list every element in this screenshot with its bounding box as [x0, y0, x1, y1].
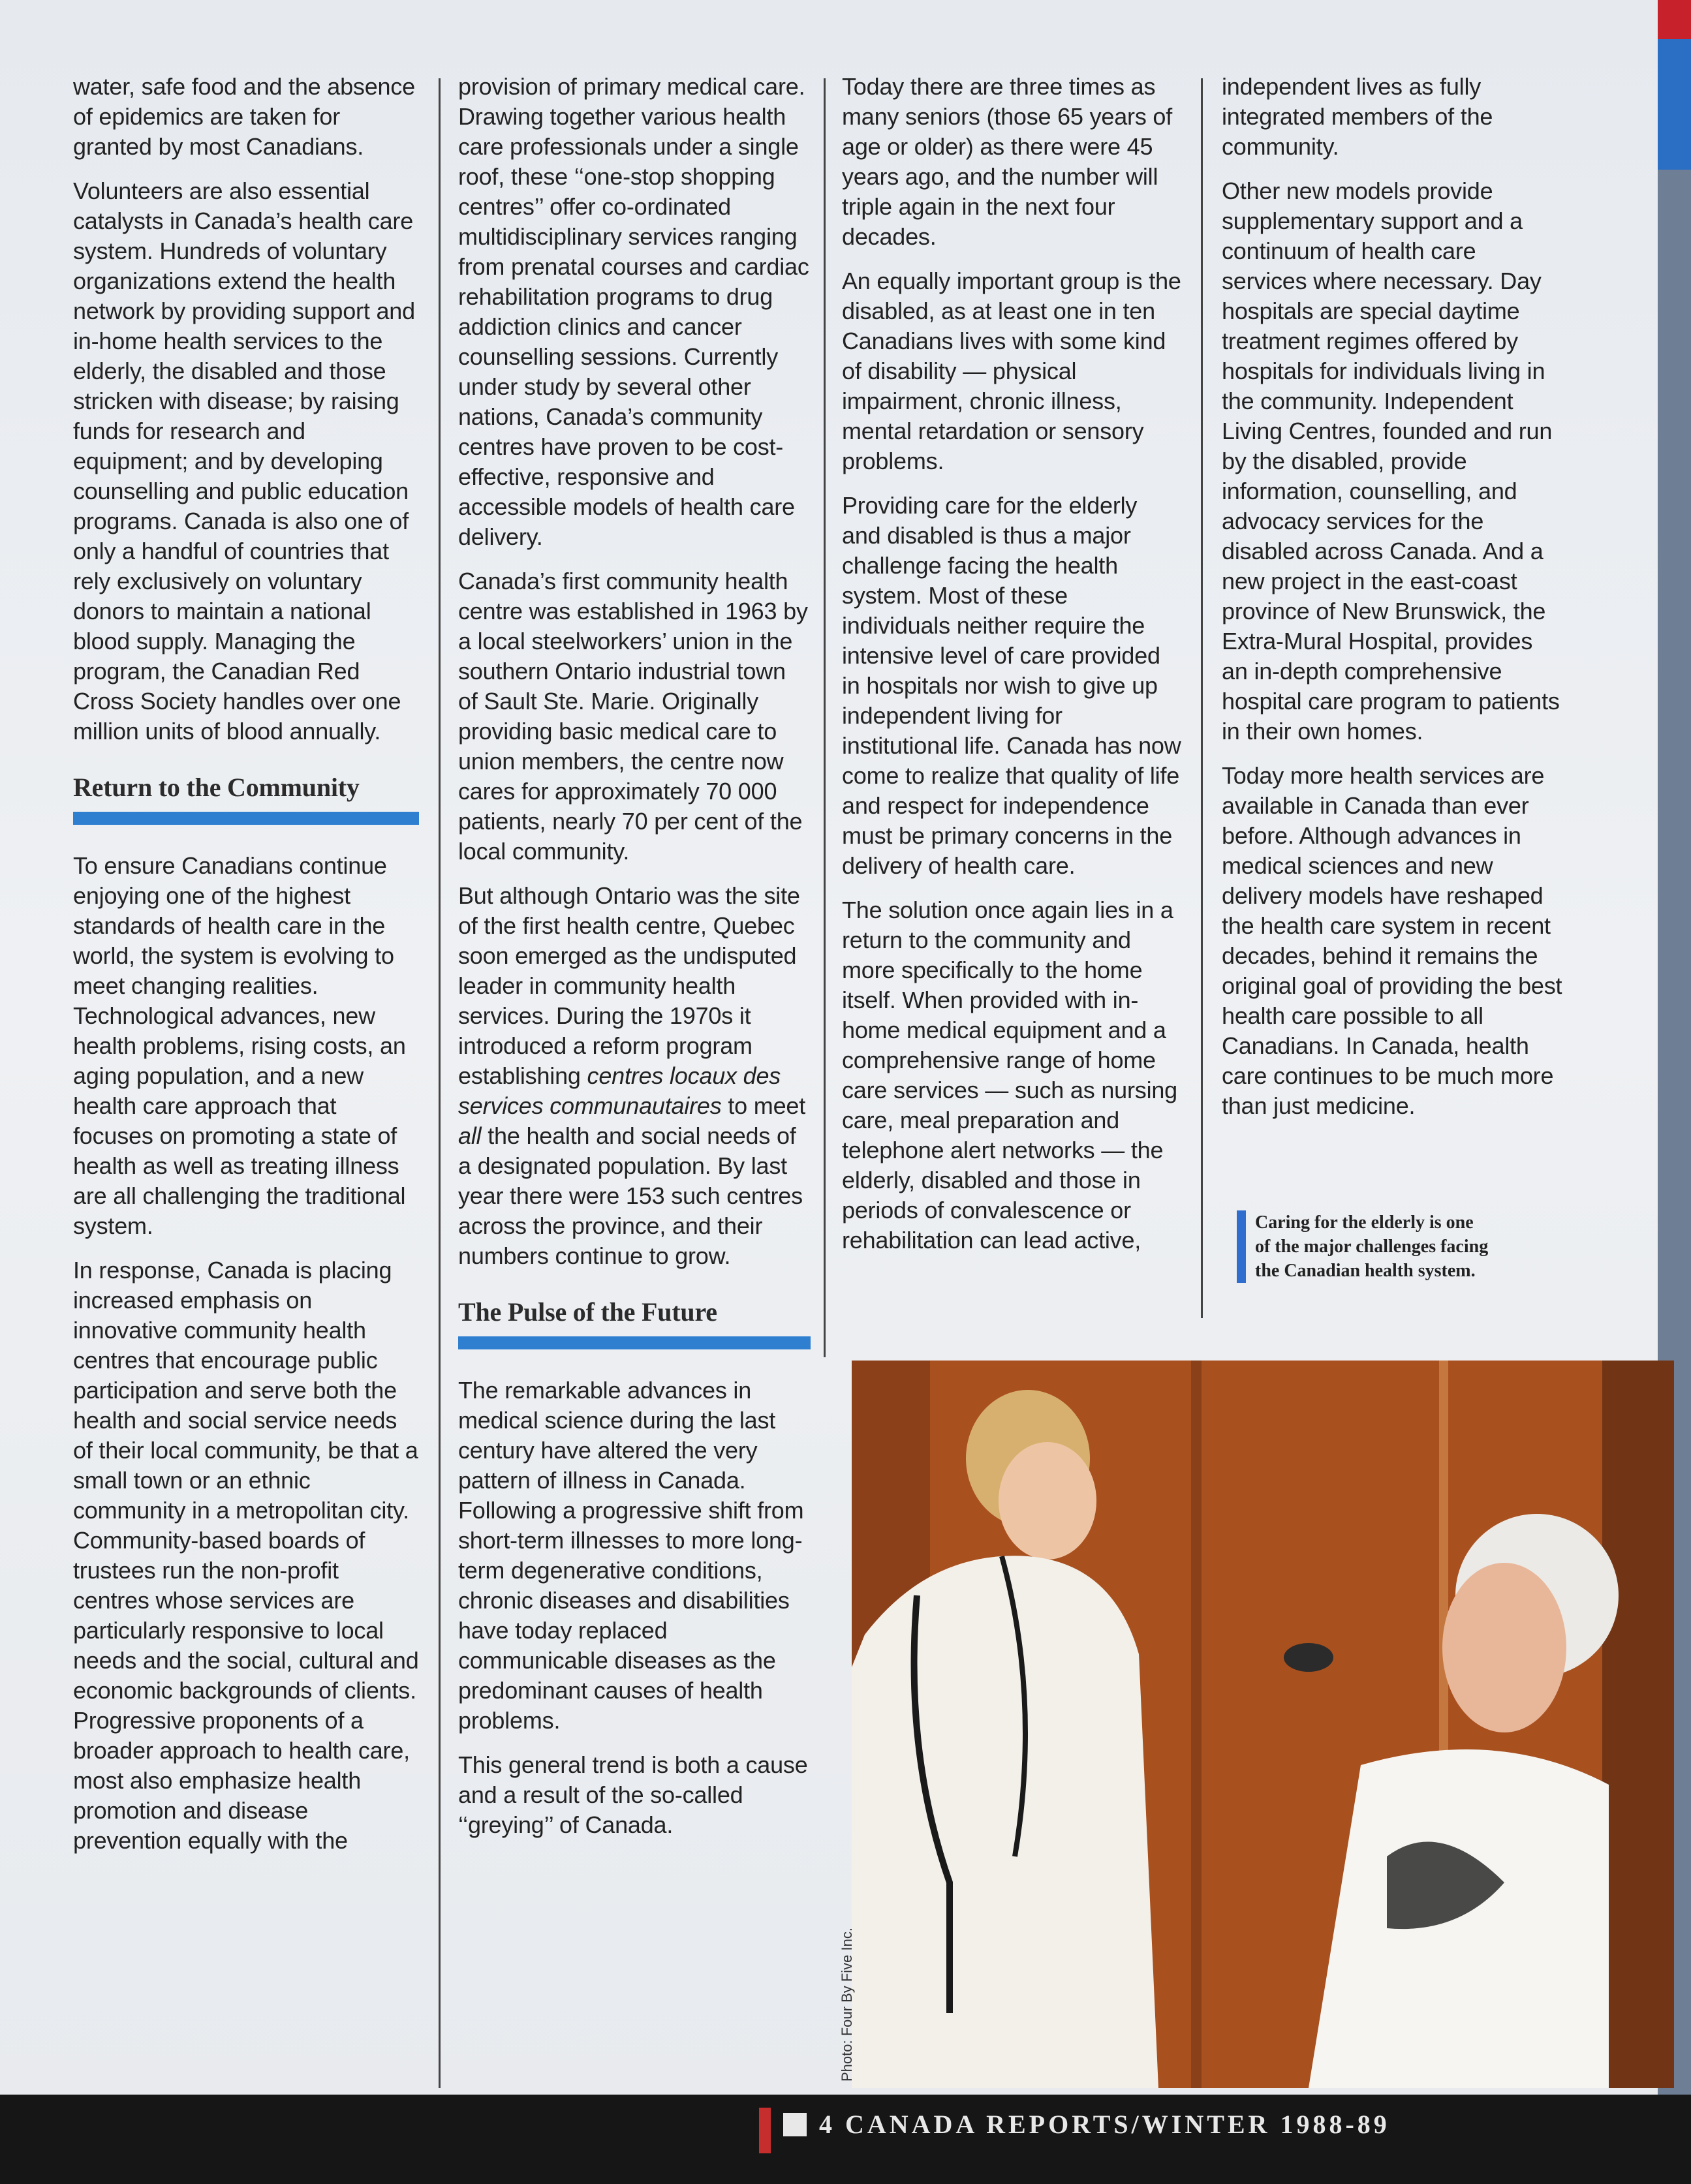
- paragraph: The solution once again lies in a return to the community and more specifically to the home itself. When provided with in-home medical equipment and a comprehensive range of home care services — such as nursing care, meal preparation and telephone alert networks — the elderly, disabled and those in periods of convalescence or rehabilitation can lead active,: [842, 897, 1178, 1253]
- italic-text: centres locaux des services communautaires: [458, 1062, 781, 1119]
- photo-illustration: [852, 1361, 1674, 2088]
- column-rule-1: [439, 78, 441, 2088]
- text-run: to meet: [721, 1092, 806, 1119]
- paragraph: In response, Canada is placing increased emphasis on innovative community health centres that encourage public participation and serve both the health and social service needs of their local community, be that a small town or an ethnic community in a metropolitan city. Community-based boards of trustees run the non-profit centres whose services are particularly responsive to local needs and the social, cultural and economic backgrounds of clients. Progressive proponents of a broader approach to health care, most also emphasize health promotion and disease prevention equally with the: [73, 1257, 419, 1854]
- nurse-patient-photo: [852, 1361, 1674, 2088]
- article-column-2: [458, 72, 811, 1854]
- text-run: But although Ontario was the site of the first health centre, Quebec soon emerged as the undisputed leader in community health services. During the 1970s it introduced a reform program establishing: [458, 882, 800, 1089]
- heading-accent-bar: [73, 812, 419, 825]
- page-footer: [0, 2095, 1691, 2184]
- paragraph: The remarkable advances in medical science during the last century have altered the very pattern of illness in Canada. Following a progressive shift from short-term illnesses to more long-term degenerative conditions, chronic diseases and disabilities have today replaced communicable diseases as the predominant causes of health problems.: [458, 1377, 804, 1734]
- heading-accent-bar: [458, 1336, 811, 1349]
- paragraph: This general trend is both a cause and a result of the so-called ‘‘greying’’ of Canada.: [458, 1751, 808, 1838]
- footer-square-icon: [783, 2113, 807, 2136]
- publication-title: CANADA REPORTS/WINTER 1988-89: [845, 2110, 1390, 2139]
- paragraph: An equally important group is the disabled, as at least one in ten Canadians lives with some kind of disability — physical impairment, chronic illness, mental retardation or sensory problems.: [842, 268, 1181, 474]
- footer-publication-line: [819, 2109, 1390, 2140]
- paragraph: provision of primary medical care. Drawing together various health care professionals under a single roof, these ‘‘one-stop shopping centres’’ offer co-ordinated multidisciplinary services ranging from prenatal courses and cardiac rehabilitation programs to drug addiction clinics and cancer counselling sessions. Currently under study by several other nations, Canada’s community centres have proven to be cost-effective, responsive and accessible models of health care delivery.: [458, 73, 809, 550]
- paragraph: Other new models provide supplementary support and a continuum of health care services where necessary. Day hospitals are special daytime treatment regimes offered by hospitals for individuals living in the community. Independent Living Centres, founded and run by the disabled, provide information, counselling, and advocacy services for the disabled across Canada. And a new project in the east-coast province of New Brunswick, the Extra-Mural Hospital, provides an in-depth comprehensive hospital care program to patients in their own homes.: [1222, 177, 1560, 745]
- page-number: 4: [819, 2110, 835, 2139]
- photo-caption: Caring for the elderly is one of the major challenges facing the Canadian health system.: [1237, 1210, 1490, 1283]
- section-heading-pulse-of-future: The Pulse of the Future: [458, 1297, 717, 1327]
- paragraph: Today more health services are available in Canada than ever before. Although advances in medical sciences and new delivery models have reshaped the health care system in recent decades, behind it remains the original goal of providing the best health care possible to all Canadians. In Canada, health care continues to be much more than just medicine.: [1222, 762, 1562, 1119]
- paragraph: To ensure Canadians continue enjoying one of the highest standards of health care in the world, the system is evolving to meet changing realities. Technological advances, new health problems, rising costs, an aging population, and a new health care approach that focuses on promoting a state of health as well as treating illness are all challenging the traditional system.: [73, 852, 406, 1239]
- column-rule-3: [1201, 78, 1203, 1318]
- paragraph: Providing care for the elderly and disabled is thus a major challenge facing the health system. Most of these individuals neither require the intensive level of care provided in hospitals nor wish to give up independent living for institutional life. Canada has now come to realize that quality of life and respect for independence must be primary concerns in the delivery of health care.: [842, 492, 1181, 879]
- paragraph: [458, 881, 811, 1271]
- paragraph: Volunteers are also essential catalysts in Canada’s health care system. Hundreds of voluntary organizations extend the health network by providing support and in-home health services to the elderly, the disabled and those stricken with disease; by raising funds for research and equipment; and by developing counselling and public education programs. Canada is also one of only a handful of countries that rely exclusively on voluntary donors to maintain a national blood supply. Managing the program, the Canadian Red Cross Society handles over one million units of blood annually.: [73, 177, 415, 745]
- italic-text: all: [458, 1122, 482, 1149]
- section-heading-return-to-community: Return to the Community: [73, 773, 360, 802]
- text-run: the health and social needs of a designated population. By last year there were 153 such centres across the province, and their numbers continue to grow.: [458, 1122, 803, 1269]
- paragraph: Canada’s first community health centre was established in 1963 by a local steelworkers’ union in the southern Ontario industrial town of Sault Ste. Marie. Originally providing basic medical care to union members, the centre now cares for approximately 70 000 patients, nearly 70 per cent of the local community.: [458, 568, 808, 865]
- paragraph: water, safe food and the absence of epidemics are taken for granted by most Canadians.: [73, 73, 415, 160]
- column-rule-2: [824, 78, 826, 1357]
- article-column-4: [1222, 72, 1564, 1135]
- article-column-3: [842, 72, 1181, 1270]
- footer-accent-bar: [759, 2108, 771, 2153]
- paragraph: independent lives as fully integrated members of the community.: [1222, 73, 1493, 160]
- paragraph: Today there are three times as many seniors (those 65 years of age or older) as there were 45 years ago, and the number will triple again in the next four decades.: [842, 73, 1173, 250]
- photo-credit: Photo: Four By Five Inc.: [839, 1928, 855, 2082]
- article-column-1: [73, 72, 419, 1870]
